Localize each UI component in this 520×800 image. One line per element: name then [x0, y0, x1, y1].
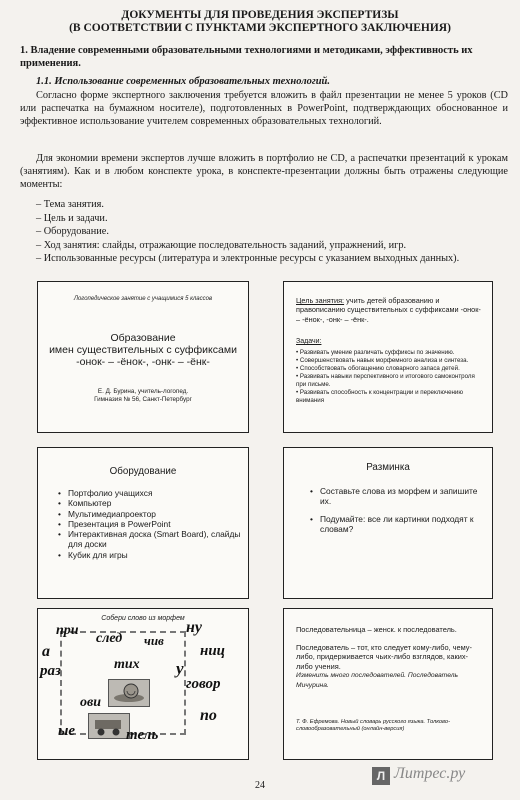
slide-title-text: [38, 332, 248, 368]
task-item: • Развивать умение различать суффиксы по значению.: [296, 349, 455, 356]
goal-label: Цель занятия:: [296, 296, 345, 305]
subsection-title: 1.1. Использование современных образовательных технологий.: [36, 76, 331, 87]
morpheme: у: [176, 659, 184, 678]
task-item: • Способствовать обогащению словарного запаса детей.: [296, 365, 460, 372]
paragraph-2: [20, 152, 508, 192]
list-item: – Использованные ресурсы (литература и электронные ресурсы с указанием выходных данных).: [36, 253, 460, 265]
morpheme: раз: [40, 663, 61, 679]
slide-warmup: [283, 447, 493, 599]
author-line: Е. Д. Бурина, учитель-логопед.: [97, 388, 189, 395]
slide-warmup-title: Разминка: [366, 462, 410, 473]
equipment-item: • Компьютер: [58, 498, 243, 508]
slide-goals: [283, 281, 493, 433]
slide-morphemes: [37, 608, 249, 760]
list-item: – Цель и задачи.: [36, 212, 108, 224]
morpheme: по: [200, 707, 217, 724]
page-number: 24: [255, 780, 265, 791]
author-line: Гимназия № 56, Санкт-Петербург: [94, 396, 192, 403]
watermark-text: Литрес.ру: [394, 765, 466, 782]
requirements-list: [36, 198, 516, 266]
snail-picture: [108, 679, 150, 707]
morpheme: а: [42, 643, 50, 660]
slide-author: [38, 388, 248, 404]
slide-definition: [283, 608, 493, 760]
tasks-label: Задачи:: [296, 338, 322, 345]
definition-line: Последователь – тот, кто следует кому-либо, чему-либо, придерживается чьих-либо взглядов, каких-либо учения.: [296, 642, 472, 671]
slide-title-line: имен существительных с суффиксами: [49, 344, 237, 356]
morpheme: след: [96, 631, 123, 646]
morpheme: тель: [126, 727, 159, 743]
slide-equipment-title: Оборудование: [109, 466, 177, 477]
morpheme: ну: [186, 619, 202, 636]
definition-text: [296, 625, 482, 691]
morpheme: ови: [80, 695, 102, 710]
slide-title-line: Образование: [110, 332, 176, 344]
morpheme: при: [56, 623, 79, 638]
warmup-list: [310, 486, 480, 541]
list-item: – Тема занятия.: [36, 199, 104, 210]
cart-icon: [89, 714, 129, 738]
list-item: – Оборудование.: [36, 226, 109, 238]
goal-text: учить детей образованию и правописанию существительных с суффиксами -онок- – -ёнок-, -онк- – -ёнк-.: [296, 296, 481, 324]
task-item: • Развивать способность к концентрации и переключению внимания: [296, 389, 464, 404]
watermark-logo: [372, 765, 512, 787]
slide-title-line: -онок- – -ёнок-, -онк- – -ёнк-: [76, 356, 210, 368]
slide-title: [37, 281, 249, 433]
heading-line-1: ДОКУМЕНТЫ ДЛЯ ПРОВЕДЕНИЯ ЭКСПЕРТИЗЫ: [121, 9, 399, 21]
warmup-item: • Составьте слова из морфем и запишите их.: [310, 486, 480, 507]
equipment-item: • Портфолио учащихся: [58, 488, 243, 498]
section-title: 1. Владение современными образовательными технологиями и методиками, эффективность их применения.: [20, 45, 473, 69]
equipment-list: [58, 488, 243, 560]
snail-icon: [109, 680, 149, 706]
watermark-badge: Л: [372, 767, 390, 785]
morpheme-caption: Собери слово из морфем: [101, 615, 185, 622]
task-item: • Совершенствовать навык морфемного анализа и синтеза.: [296, 357, 469, 364]
morpheme: чив: [144, 633, 164, 648]
task-item: • Развивать навыки перспективного и итогового самоконтроля при письме.: [296, 373, 475, 388]
morpheme: тих: [114, 657, 140, 672]
paragraph-1-text: Согласно форме экспертного заключения требуется вложить в файл презентации не менее 5 уроков (CD или распечатка на бумажном носителе), подготовленных в PowerPoint, подтверждающих обоснованное и эффективное использование учителем современных образовательных технологий.: [20, 90, 508, 128]
equipment-item: • Презентация в PowerPoint: [58, 519, 243, 529]
paragraph-2-text: Для экономии времени экспертов лучше вложить в портфолио не CD, а распечатки презентаций к урокам (занятиям). Как и в любом конспекте урока, в конспекте-презентации должны быть отражены следующие моменты:: [20, 153, 508, 191]
paragraph-1: [20, 89, 508, 129]
slide-goal: [296, 296, 484, 324]
page-heading: [40, 9, 480, 35]
heading-line-2: (В СООТВЕТСТВИИ С ПУНКТАМИ ЭКСПЕРТНОГО ЗАКЛЮЧЕНИЯ): [69, 22, 451, 34]
slide-equipment: [37, 447, 249, 599]
definition-example: Изменить много последователей. Последователь Мичурина.: [296, 672, 459, 689]
equipment-item: • Интерактивная доска (Smart Board), слайды для доски: [58, 529, 243, 550]
cart-picture: [88, 713, 130, 739]
equipment-item: • Мультимедиапроектор: [58, 509, 243, 519]
tasks-list: [296, 349, 486, 405]
list-item: – Ход занятия: слайды, отражающие последовательность заданий, упражнений, игр.: [36, 239, 407, 251]
warmup-item: • Подумайте: все ли картинки подходят к словам?: [310, 514, 480, 535]
equipment-item: • Кубик для игры: [58, 550, 243, 560]
definition-source: Т. Ф. Ефремова. Новый словарь русского языка. Толково-словообразовательный (онлайн-версия): [296, 719, 450, 733]
definition-line: Последовательница – женск. к последователь.: [296, 625, 457, 634]
morpheme: говор: [186, 676, 221, 692]
morpheme: ые: [58, 723, 76, 739]
morpheme: ниц: [200, 643, 226, 659]
slide-header-text: Логопедическое занятие с учащимися 5 классов: [73, 296, 213, 302]
